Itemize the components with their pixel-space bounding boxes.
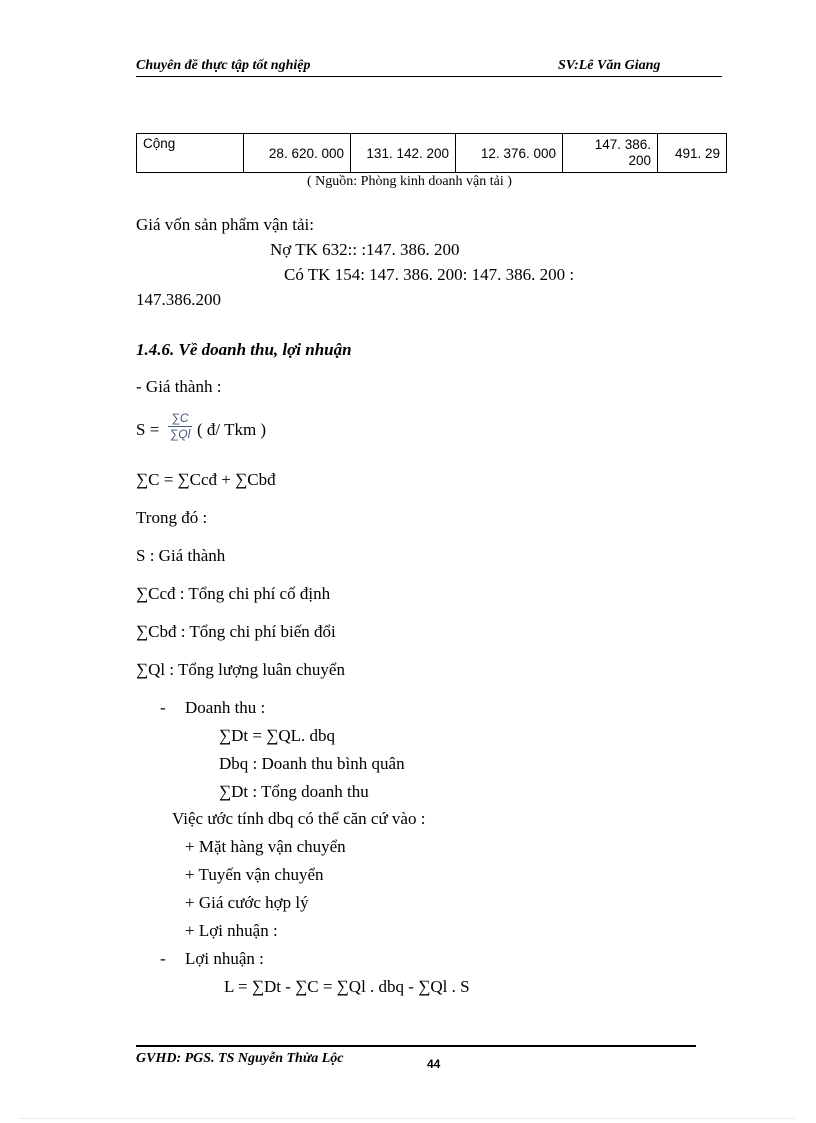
list-item: + Mặt hàng vận chuyển — [185, 837, 346, 856]
fraction-numerator: ∑C — [171, 411, 189, 425]
def-s: S : Giá thành — [136, 546, 226, 565]
fraction-denominator: ∑Ql — [169, 427, 191, 441]
basis-text: Việc ước tính dbq có thể căn cứ vào : — [172, 809, 426, 828]
table-cell: 491. 29 — [658, 134, 727, 173]
table-cell-line: 200 — [628, 153, 651, 168]
formula-l: L = ∑Dt - ∑C = ∑Ql . dbq - ∑Ql . S — [224, 977, 470, 996]
page-number: 44 — [427, 1057, 441, 1071]
section-title: 1.4.6. Về doanh thu, lợi nhuận — [136, 340, 352, 359]
formula-dt: ∑Dt = ∑QL. dbq — [219, 726, 335, 745]
formula-s-left: S = — [136, 420, 160, 439]
def-ccd: ∑Ccđ : Tổng chi phí cố định — [136, 584, 331, 603]
table-source: ( Nguồn: Phòng kinh doanh vận tải ) — [307, 174, 512, 189]
list-item: + Giá cước hợp lý — [185, 893, 309, 912]
cost-heading: Giá vốn sản phẩm vận tải: — [136, 215, 314, 234]
cost-total: 147.386.200 — [136, 290, 221, 309]
bullet-dash: - — [160, 698, 166, 717]
fraction — [168, 412, 192, 441]
list-item: + Tuyến vận chuyển — [185, 865, 324, 884]
table-cell — [563, 134, 658, 173]
footer-rule — [136, 1045, 696, 1047]
trong-do: Trong đó : — [136, 508, 208, 527]
credit-entry: Có TK 154: 147. 386. 200: 147. 386. 200 : — [284, 265, 575, 284]
gia-thanh-label: - Giá thành : — [136, 377, 222, 396]
def-dbq: Dbq : Doanh thu bình quân — [219, 754, 405, 773]
loi-nhuan-label: Lợi nhuận : — [185, 949, 264, 968]
table-cell-line: 147. 386. — [594, 137, 651, 152]
footer-supervisor: GVHD: PGS. TS Nguyễn Thừa Lộc — [136, 1051, 344, 1066]
cost-table — [136, 133, 727, 173]
table-cell-label: Cộng — [137, 134, 244, 173]
bullet-dash: - — [160, 949, 166, 968]
def-ql: ∑Ql : Tổng lượng luân chuyển — [136, 660, 345, 679]
header-left: Chuyên đề thực tập tốt nghiệp — [136, 58, 311, 73]
def-cbd: ∑Cbđ : Tổng chi phí biến đổi — [136, 622, 336, 641]
table-cell: 131. 142. 200 — [351, 134, 456, 173]
header-rule — [136, 76, 722, 77]
formula-sum-c: ∑C = ∑Ccđ + ∑Cbđ — [136, 470, 276, 489]
def-dt: ∑Dt : Tổng doanh thu — [219, 782, 369, 801]
list-item: + Lợi nhuận : — [185, 921, 278, 940]
table-cell: 12. 376. 000 — [456, 134, 563, 173]
table-row — [137, 134, 727, 173]
formula-s-unit: ( đ/ Tkm ) — [197, 420, 267, 439]
header-right: SV:Lê Văn Giang — [558, 58, 661, 73]
table-cell: 28. 620. 000 — [244, 134, 351, 173]
debit-entry: Nợ TK 632:: :147. 386. 200 — [270, 240, 460, 259]
doanh-thu-label: Doanh thu : — [185, 698, 266, 717]
page-edge — [20, 1118, 796, 1119]
